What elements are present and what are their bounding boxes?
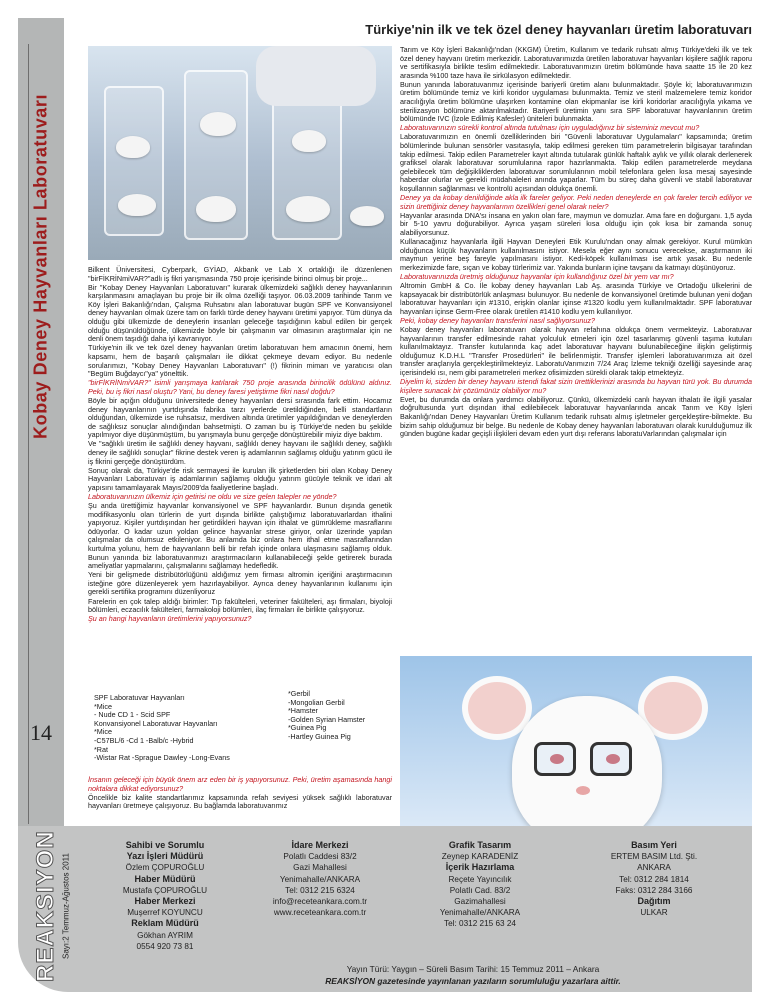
interview-question: Laboratuvarınızda üretmiş olduğunuz hayvanlar için kullandığınız özel bir yem var mı? bbox=[400, 271, 674, 281]
interview-question: Diyelim ki, sizden bir deney hayvanı istendi fakat sizin ürettiklerinizi arasında bu hayvan türü yok. Bu durumda kişilere sunacak bir çözümünüz olabiliyor mu? bbox=[400, 377, 752, 395]
interview-question: Laboratuvarınızın sürekli kontrol altında tutulması için uyguladığınız bir sisteminiz mevcut mu? bbox=[400, 123, 700, 133]
masthead-line: Özlem ÇOPUROĞLU bbox=[125, 863, 205, 873]
species-item: - Nude CD 1 - Scid SPF bbox=[94, 710, 171, 720]
publication-info: Yayın Türü: Yaygın – Süreli Basım Tarihi: 15 Temmuz 2011 – Ankara bbox=[346, 964, 600, 974]
masthead-heading: Grafik Tasarım bbox=[448, 840, 512, 850]
disclaimer: REAKSİYON gazetesinde yayınlanan yazıların sorumluluğu yazarlara aittir. bbox=[325, 976, 621, 986]
masthead-heading: Yazı İşleri Müdürü bbox=[126, 851, 204, 862]
mouse-nose bbox=[576, 786, 590, 795]
interview-question: Peki, kobay deney hayvanları transferini nasıl sağlıyorsunuz? bbox=[400, 315, 595, 325]
masthead-line: ERTEM BASIM Ltd. Şti. bbox=[610, 852, 698, 862]
paragraph: Şu anda ürettiğimiz hayvanlar konvansiyonel ve SPF hayvanlardır. Bunun dışında genetik modifikasyonlu olan türlerin de yurt dışında birlikte çalıştığımız laboratuvarlardan ithalini yapıyoruz. Kişiler yurtdışından her getirdikleri hayvan için ithalat ve gümrükleme masraflarını ödüyorlar. O kadar uzun yoldan gelince hayvanlar strese giriyor, onlar üzerinde yapılan çalışmalar da olumsuz etkileniyor. Bu anlamda biz onlara hem ithal etme masraflarından kurtulma yolunu, hem de hayvanların belli bir refah içinde onlara ulaşmasını sağlamış olduk. Bunun yanında biz laboratuvarımızı araştırmacıların kullanabileceği şekle getirerek burada ameliyatlar yapmalarını, çalışmalarını sağlamayı hedefledik. bbox=[88, 501, 392, 571]
masthead-footer bbox=[18, 826, 752, 992]
paragraph: Farelerin en çok talep aldığı birimler: Tıp fakülteleri, veteriner fakülteleri, aşı firmaları, biyoloji bölümleri, eczacılık fakülteleri, farmakoloji bölümleri, ilaç firmaları ile birlikte çalışıyoruz. bbox=[88, 596, 392, 615]
white-mouse bbox=[196, 196, 236, 222]
paragraph: Bir "Kobay Deney Hayvanları Laboratuvarı" kurarak ülkemizdeki sağlıklı deney hayvanlarının karşılanmasını amaçlayan bu proje bir ilk olma özelliği taşıyor. 06.03.2009 tarihinde Tarım ve Köy İşleri Bakanlığı'ndan, Çalışma Ruhsatını alan laboratuvar bugün SPF ve Konvansiyonel deney hayvanları olmak üzere tam on farklı türde deney hayvanı üretimi yapıyor. Tüm dünya da olduğu gibi ülkemizde de deneylerin insanları geleceğe taşıdığının kabul edilen bir gerçek olduğu düşünüldüğünde, ülkemizde böyle bir çalışmanın var olmasının araştırmalar için ne denli önem taşıdığı daha iyi kavranıyor. bbox=[88, 282, 392, 344]
masthead-heading: İçerik Hazırlama bbox=[445, 862, 515, 873]
masthead-line: Faks: 0312 284 3166 bbox=[615, 885, 693, 895]
paragraph: Bunun yanında laboratuvarımız içerisinde bariyerli üretim alanı bulunmaktadır. Şöyle ki; laboratuvarımızın üretim bölümünde temiz ve kirli koridor uygulaması bulunmakta. Temiz ve steril malzemelere temiz koridor aracılığıyla üretim bölümüne ulaşırken kontamine olan ekipmanlar ise kirli koridorlar aracılığıyla yıkama ve sterilizasyon bölümüne aktarılmaktadır. Bariyerli üretimin yanı sıra SPF laboratuvar hayvanlarının üretim bölümünde IVC (İzole Edilmiş Kafesler) üniteleri bulunmakta. bbox=[400, 79, 752, 124]
masthead-line: Muşerref KOYUNCU bbox=[127, 908, 203, 918]
masthead-print bbox=[564, 840, 744, 918]
masthead-line: Gazi Mahallesi bbox=[293, 863, 347, 873]
lab-mice-photo bbox=[88, 46, 392, 260]
paragraph: Kullanacağınız hayvanlarla ilgili Hayvan Deneyleri Etik Kurulu'ndan onay almak gerekiyor. Kurul mümkün olduğunca küçük hayvanların kullanılmasını istiyor. Mesela eğer aynı sonucu verecekse, araştırmanın iki maymun yerine beş fareyle yapılmasını istiyor. Kedi-köpek kullanılması ise artık yasak. Bu nedenle merkezimizde fare, sıçan ve kobay türlerimiz var. Yakında bunların içine tavşanı da katmayı düşünüyoruz. bbox=[400, 237, 752, 272]
paragraph: Laboratuvarımızın en önemli özelliklerinden biri "Güvenli laboratuvar Uygulamaları" kapsamında; üretim bölümlerinde bulunan sensörler vasıtasıyla, takip edilmesi gereken tüm parametrelerin bilgisayar tarafından takip edilmesi. Takip edilen Parametreler kayıt altında tutularak günlük haftalık aylık ve yıllık olarak derlenerek grafiksel olarak laboratuvar sorumlularına rapor hazırlanmakta. Takip edilen parametrelerde meydana gelebilecek tüm değişikliklerden laboratuvar sorumlularının mobil telefonlara gelen kısa mesaj sayesinde haberdar olurlar ve gerekli müdahaleleri anında yaparlar. Tüm bu süreç daha güvenli ve stabil laboratuvar koşullarının sağlanması ve kontrolü açısından oldukça önemli. bbox=[400, 132, 752, 193]
masthead-line: info@receteankara.com.tr bbox=[272, 897, 368, 907]
magazine-logo: REAKSIYON bbox=[32, 830, 59, 982]
paragraph: Bilkent Üniversitesi, Cyberpark, GYİAD, Akbank ve Lab X ortaklığı ile düzenlenen "birFİKRİNmiVAR?"adlı iş fikri yarışmasında 750 proje içerisinde birinci olmuş bir proje... bbox=[88, 265, 392, 283]
white-mouse bbox=[116, 136, 150, 158]
species-list-other bbox=[288, 690, 392, 742]
interview-question: Şu an hangi hayvanların üretimlerini yapıyorsunuz? bbox=[88, 614, 252, 624]
species-list-lab bbox=[94, 694, 272, 763]
masthead-heading: Dağıtım bbox=[637, 896, 671, 907]
paragraph: Böyle bir açığın olduğunu üniversitede deney hayvanları dersi sırasında fark ettim. Hocamız deney hayvanlarının yurtdışında fabrika tarzı yerlerde üretildiğinden, belli standartların olduğundan, ülkemizde ise ruhsatsız, merdiven altında üretimler yapıldığından ve deneylerden de sağlıksız sonuçlar alındığından bahsetmişti. O zaman bu iş Türkiye'de neden bu şekilde yapılmıyor diye düşünmüştüm, bu yarışmayla bunu gerçeğe dönüştürebilir miyiz diye baktım. bbox=[88, 395, 392, 440]
paragraph: Tarım ve Köy İşleri Bakanlığı'ndan (KKGM) Üretim, Kullanım ve tedarik ruhsatı almış Türkiye'deki ilk ve tek özel deney hayvanı üretim merkezidir. Laboratuvarımızda üretilen laboratuvar hayvanları kişilere sağlık raporu ve sertifikasıyla birlikte teslim edilmektedir. Laboratuvarımızın üretim bölümünde hava saatte 15 ile 20 kez arasında %100 taze hava ile sirkülasyon edilmektedir. bbox=[400, 45, 752, 80]
masthead-line: Tel: 0312 284 1814 bbox=[619, 874, 689, 884]
masthead-line: Yenimahalle/ANKARA bbox=[439, 908, 521, 918]
bottom-column-text bbox=[88, 776, 392, 811]
white-mouse bbox=[350, 206, 384, 226]
masthead-heading: Reklam Müdürü bbox=[131, 918, 199, 929]
right-column-text bbox=[400, 46, 752, 439]
left-column-text bbox=[88, 266, 392, 624]
paragraph: Kobay deney hayvanları laboratuvarı olarak hayvan refahına oldukça önem vermekteyiz. Laboratuvar hayvanlarının transfer edilmesinde rahat yolculuk etmeleri için özel tasarlanmış güvenli taşıma kutuları kullanılmaktayız. Transfer kutularında kaç adet laboratuvar hayvanı bulunabileceğine ilişkin geliştirmiş olduğumuz K.D.H.L "Transfer Prosedürleri" ile belirlenmiştir. Transfer işlemleri laboratuvarımıza ait özel transfer araçlarıyla gerçekleştirilmekteyiz. LaboratuVarımızın 7/24 Araç İzleme tekniği özelliği sayesinde araç içerisindeki ısı, nem gibi parametreleri merkez ofisimizden sürekli olarak takip etmekteyiz. bbox=[400, 325, 752, 377]
masthead-line: Tel: 0312 215 6324 bbox=[285, 885, 355, 895]
white-mouse bbox=[118, 194, 156, 216]
species-item: SPF Laboratuvar Hayvanları bbox=[94, 693, 185, 702]
paragraph: Evet, bu durumda da onlara yardımcı olabiliyoruz. Çünkü, ülkemizdeki canlı hayvan ithalatı ile ilgili yasalar doğrultusunda yurt dışından ithal edilebilecek laboratuvar hayvanlarında ancak Tarım ve Köy İşleri Bakanlığı'ndan Deney Hayvanları Üretim Kullanım tedarik ruhsatı almış işletmeler gerçekleştire-bilmekte. Bu bizim sahip olduğumuz bir belge. Bu nedenle de Kobay deney hayvanları laboratuvarı olarak kurulduğumuz ilk günden bugüne kadar geçişli ilişkileri devam eden yurt dışı referans laboratuVarlarından çalışmalar için bbox=[400, 394, 752, 439]
section-title-vertical: Kobay Deney Hayvanları Laboratuvarı bbox=[30, 93, 51, 439]
masthead-line: Zeynep KARADENİZ bbox=[441, 852, 519, 862]
masthead-heading: Basım Yeri bbox=[631, 840, 677, 850]
interview-question: İnsanın geleceği için büyük önem arz eden bir iş yapıyorsunuz. Peki, üretim aşamasında hangi noktalara dikkat ediyorsunuz? bbox=[88, 775, 392, 793]
white-mouse bbox=[200, 112, 236, 136]
species-item: -Mongolian Gerbil bbox=[288, 697, 345, 707]
masthead-heading: Sahibi ve Sorumlu bbox=[125, 840, 205, 850]
species-list bbox=[88, 690, 392, 776]
species-item: *Hamster bbox=[288, 706, 318, 716]
masthead-line: 0554 920 73 81 bbox=[136, 941, 194, 951]
masthead-staff bbox=[80, 840, 250, 952]
gloved-arm bbox=[256, 46, 376, 106]
masthead-line: Tel: 0312 215 63 24 bbox=[444, 919, 516, 929]
interview-question: Laboratuvarınızın ülkemiz için getirisi ne oldu ve size gelen talepler ne yönde? bbox=[88, 491, 337, 501]
species-item: -Golden Syrian Hamster bbox=[288, 714, 366, 724]
species-item: -Wistar Rat -Sprague Dawley -Long-Evans bbox=[94, 753, 230, 763]
masthead-line: www.receteankara.com.tr bbox=[273, 908, 367, 918]
species-item: *Rat bbox=[94, 744, 108, 754]
paragraph: Altromin GmbH & Co. İle kobay deney hayvanları Lab Aş. arasında Türkiye ve Ortadoğu ülkelerini de kapsayacak bir distribütörlük anlaşması bulunuyor. Bu nedenle de konvansiyonel üretimde bulunan yeni doğan laboratuvar hayvanları için #1310, erişkin olanlar içinse #1320 kodlu yem kullanılmaktadır. SPF laboratuvar hayvanları içinse Germ-Free olarak üretilen #1410 kodlu yem kullanılıyor. bbox=[400, 281, 752, 316]
masthead-line: Gazimahallesi bbox=[454, 897, 506, 907]
masthead-line: Polatlı Caddesi 83/2 bbox=[283, 852, 357, 862]
masthead-design bbox=[400, 840, 560, 930]
masthead-line: ULKAR bbox=[640, 908, 668, 918]
species-item: *Gerbil bbox=[288, 689, 310, 698]
interview-question: Deney ya da kobay denildiğinde akla ilk fareler geliyor. Peki neden deneylerde en çok fareler tercih ediliyor ve sizin ürettiğiniz deney hayvanlarının özellikleri genel olarak neler? bbox=[400, 193, 752, 211]
glasses-lens bbox=[590, 742, 632, 776]
species-item: Konvansiyonel Laboratuvar Hayvanları bbox=[94, 718, 218, 728]
species-item: -Hartley Guinea Pig bbox=[288, 731, 351, 741]
paragraph: Sonuç olarak da, Türkiye'de risk sermayesi ile kurulan ilk şirketlerden biri olan Kobay Deney Hayvanları Laboratuvarı iş adamlarının sağlamış olduğu yatırım gücüyle teknik ve idari alt yapısını tamamlayarak Mayıs/2009'da faaliyetlerine başladı. bbox=[88, 465, 392, 492]
glasses-lens bbox=[534, 742, 576, 776]
masthead-line: Polatlı Cad. 83/2 bbox=[449, 885, 511, 895]
masthead-heading: İdare Merkezi bbox=[291, 840, 349, 850]
masthead-heading: Haber Merkezi bbox=[134, 896, 196, 907]
paragraph: Ve "sağlıklı üretim ile sağlıklı deney hayvanı, sağlıklı deney hayvanı ile sağlıklı deney, sağlıklı deney ile sağlıklı sonuçlar" fikrine destek veren iş adamlarının sağlamış olduğu yatırım gücü ile iş fikrini gerçeğe dönüştürdüm. bbox=[88, 439, 392, 466]
issue-info: Sayı:2 Temmuz-Ağustos 2011 bbox=[61, 853, 71, 959]
masthead-line: Yenimahalle/ANKARA bbox=[279, 874, 361, 884]
paragraph: Öncelikle biz kalite standartlarımız kapsamında refah seviyesi yüksek sağlıklı laboratuvar hayvanları üretmeye çalışıyoruz. Bu bağlamda laboratuvarımız bbox=[88, 792, 392, 811]
interview-question: "birFİKRİNmiVAR?" isimli yarışmaya katılarak 750 proje arasında birincilik ödülünü aldınız. Peki, bu iş fikri nasıl oluştu? Yani, bu deney faresi yetiştirme fikri nasıl doğdu? bbox=[88, 378, 392, 396]
species-item: *Guinea Pig bbox=[288, 723, 327, 733]
species-item: *Mice bbox=[94, 727, 112, 737]
white-mouse bbox=[292, 130, 326, 152]
paragraph: Hayvanlar arasında DNA'sı insana en yakın olan fare, maymun ve domuzlar. Ama fare en doğurganı. 1,5 ayda bir 5-10 yavru doğurabiliyor. Ayrıca yaşam süreleri kısa olduğu için çok kısa bir zamanda sonuç alabiliyorsunuz. bbox=[400, 210, 752, 237]
species-item: -C57BL/6 -Cd 1 -Balb/c -Hybrid bbox=[94, 735, 194, 745]
white-mouse bbox=[286, 196, 330, 222]
masthead-line: Gökhan AYRIM bbox=[137, 930, 193, 940]
masthead-line: ANKARA bbox=[637, 863, 671, 873]
species-item: *Mice bbox=[94, 701, 112, 711]
article-headline: Türkiye'nin ilk ve tek özel deney hayvanları üretim laboratuvarı bbox=[365, 22, 752, 37]
masthead-line: Mustafa ÇOPUROĞLU bbox=[122, 885, 208, 895]
masthead-heading: Haber Müdürü bbox=[134, 873, 196, 884]
masthead-line: Reçete Yayıncılık bbox=[448, 874, 512, 884]
paragraph: Yeni bir gelişmede distribütörlüğünü aldığımız yem firması altromin içeriğini araştırmacının isteğine göre düzenleyerek yem hazırlayabiliyor. Ayrıca deney hayvanlarının kullanımı için gerekli sertifika programını düzenliyoruz bbox=[88, 570, 392, 597]
paragraph: Türkiye'nin ilk ve tek özel deney hayvanları üretim laboratuvarı hem amacının önemi, hem kapsamı, hem de başarılı çalışmaları ile dikkat çekmeye devam ediyor. Bu nedenle sorularımızı, "Kobay Deney Hayvanları Laboratuvarı" (!) fikrinin mimarı ve yaratıcısı olan "Begüm Buğdaycı"ya" yönelttik. bbox=[88, 343, 392, 379]
masthead-office bbox=[240, 840, 400, 918]
page-number: 14 bbox=[30, 720, 52, 745]
